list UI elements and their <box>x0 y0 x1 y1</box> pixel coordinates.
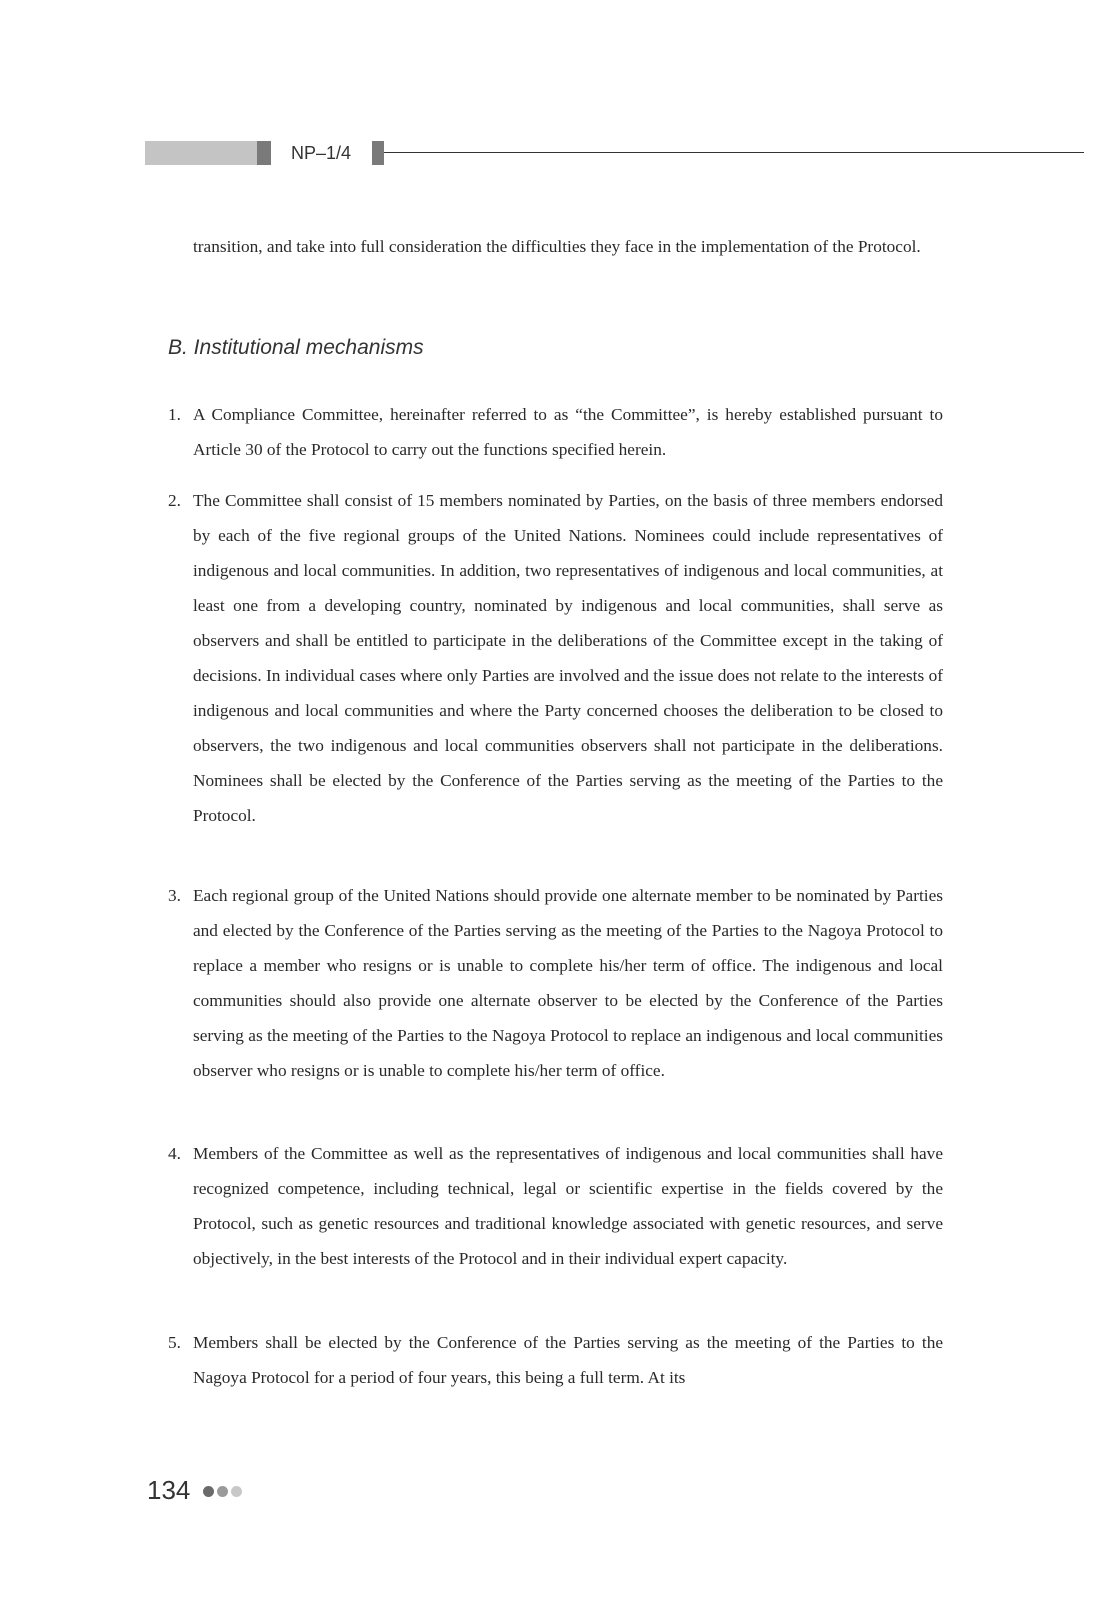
list-item <box>168 483 943 833</box>
header-bar-dark <box>257 141 271 165</box>
section-heading: B. Institutional mechanisms <box>168 336 424 359</box>
document-code: NP–1/4 <box>291 143 352 163</box>
page-number: 134 <box>147 1475 191 1505</box>
dot-icon <box>231 1486 242 1497</box>
dot-icon <box>203 1486 214 1497</box>
list-item <box>168 1325 943 1395</box>
list-item <box>168 397 943 467</box>
list-item <box>168 1136 943 1276</box>
list-item-number: 2. <box>168 491 181 510</box>
page-dots <box>203 1486 242 1498</box>
dot-icon <box>217 1486 228 1497</box>
list-item <box>168 878 943 1088</box>
list-item-number: 3. <box>168 886 181 905</box>
list-item-number: 5. <box>168 1333 181 1352</box>
header-bar-end <box>372 141 384 165</box>
header-rule <box>384 152 1084 153</box>
header-bar-light <box>145 141 257 165</box>
list-item-number: 1. <box>168 405 181 424</box>
list-item-number: 4. <box>168 1144 181 1163</box>
list-item-text: A Compliance Committee, hereinafter referred to as “the Committee”, is hereby established pursuant to Article 30 of the Protocol to carry out the functions specified herein. <box>193 405 943 459</box>
list-item-text: The Committee shall consist of 15 members nominated by Parties, on the basis of three members endorsed by each of the five regional groups of the United Nations. Nominees could include representatives of indigenous and local communities. In addition, two representatives of indigenous and local communities, at least one from a developing country, nominated by indigenous and local communities, shall serve as observers and shall be entitled to participate in the deliberations of the Committee except in the taking of decisions. In individual cases where only Parties are involved and the issue does not relate to the interests of indigenous and local communities and where the Party concerned chooses the deliberation to be closed to observers, the two indigenous and local communities observers shall not participate in the deliberations. Nominees shall be elected by the Conference of the Parties serving as the meeting of the Parties to the Protocol. <box>193 491 943 825</box>
list-item-text: Members shall be elected by the Conference of the Parties serving as the meeting of the Parties to the Nagoya Protocol for a period of four years, this being a full term. At its <box>193 1333 943 1387</box>
list-item-text: Members of the Committee as well as the representatives of indigenous and local communities shall have recognized competence, including technical, legal or scientific expertise in the fields covered by the Protocol, such as genetic resources and traditional knowledge associated with genetic resources, and serve objectively, in the best interests of the Protocol and in their individual expert capacity. <box>193 1144 943 1268</box>
continuation-paragraph: transition, and take into full consideration the difficulties they face in the implementation of the Protocol. <box>193 237 921 256</box>
list-item-text: Each regional group of the United Nations should provide one alternate member to be nominated by Parties and elected by the Conference of the Parties serving as the meeting of the Parties to the Nagoya Protocol to replace a member who resigns or is unable to complete his/her term of office. The indigenous and local communities should also provide one alternate observer to be elected by the Conference of the Parties serving as the meeting of the Parties to the Nagoya Protocol to replace an indigenous and local communities observer who resigns or is unable to complete his/her term of office. <box>193 886 943 1080</box>
